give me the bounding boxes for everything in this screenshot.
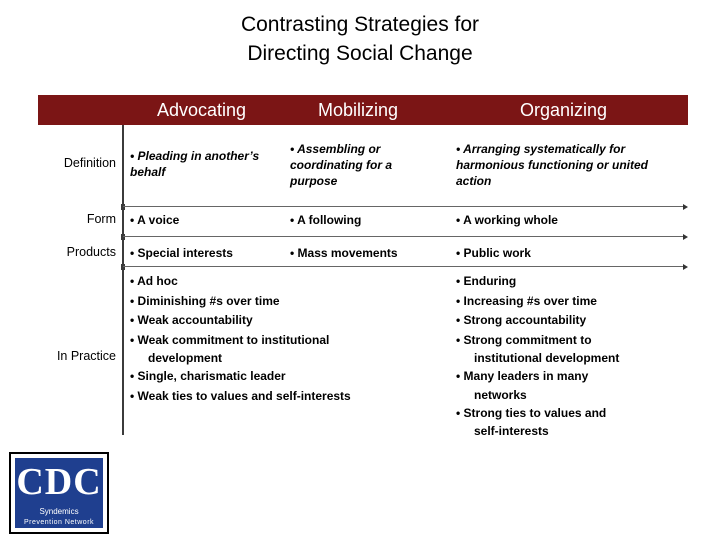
list-item-text: • Diminishing #s over time	[130, 293, 280, 308]
cell-form-organizing: • A working whole	[456, 213, 558, 227]
arrow-right-icon	[683, 234, 688, 240]
list-item-text: • Single, charismatic leader	[130, 369, 286, 383]
cdc-logo-prevention-network: Prevention Network	[23, 519, 95, 526]
in-practice-advocating-mobilizing-list	[130, 272, 430, 406]
row-label-in-practice: In Practice	[56, 349, 116, 363]
list-item-continuation: self-interests	[474, 424, 549, 438]
list-item	[130, 272, 430, 292]
list-item-text: • Strong accountability	[456, 313, 587, 327]
cdc-logo-letters: CDC	[16, 461, 102, 503]
divider-tick	[121, 234, 125, 240]
list-item-text: • Strong commitment to	[456, 332, 592, 347]
slide-title	[0, 10, 720, 68]
divider-tick	[121, 264, 125, 270]
list-item	[130, 367, 430, 387]
list-item	[456, 292, 686, 312]
list-item-text: • Ad hoc	[130, 274, 178, 288]
cell-form-mobilizing: • A following	[290, 213, 362, 227]
cell-definition-organizing: • Arranging systematically for harmonious functioning or united action	[456, 142, 648, 188]
list-item	[456, 331, 686, 368]
cell-definition-advocating: • Pleading in another’s behalf	[130, 149, 260, 179]
in-practice-organizing-list	[456, 272, 686, 440]
cdc-logo-syndemics: Syndemics	[39, 507, 79, 516]
list-item-text: • Enduring	[456, 274, 517, 288]
arrow-right-icon	[683, 264, 688, 270]
cell-products-organizing: • Public work	[456, 246, 531, 260]
list-item-continuation: institutional development	[474, 351, 620, 365]
row-divider-vertical	[122, 125, 124, 435]
list-item	[456, 311, 686, 331]
row-divider-line	[123, 236, 684, 237]
row-divider-line	[123, 206, 684, 207]
list-item-text: • Weak commitment to institutional	[130, 332, 330, 347]
list-item	[130, 292, 430, 312]
column-header-advocating: Advocating	[157, 100, 247, 120]
list-item	[130, 311, 430, 331]
row-label-definition: Definition	[63, 156, 116, 170]
slide-title-line-2: Directing Social Change	[247, 42, 473, 65]
cell-definition-mobilizing: • Assembling or coordinating for a purpose	[290, 142, 392, 188]
row-divider-line	[123, 266, 684, 267]
list-item-continuation: development	[148, 351, 223, 365]
list-item-text: • Weak ties to values and self-interests	[130, 388, 351, 403]
list-item-text: • Strong ties to values and	[456, 405, 607, 420]
list-item-continuation: networks	[474, 387, 527, 402]
cell-products-advocating: • Special interests	[130, 246, 233, 260]
list-item	[456, 404, 686, 441]
list-item	[130, 387, 430, 407]
column-header-mobilizing: Mobilizing	[318, 100, 399, 120]
slide-title-line-1: Contrasting Strategies for	[240, 13, 480, 36]
cdc-logo	[9, 452, 109, 534]
divider-tick	[121, 204, 125, 210]
list-item-text: • Weak accountability	[130, 313, 253, 327]
list-item	[130, 331, 430, 368]
list-item	[456, 272, 686, 292]
row-label-products: Products	[66, 245, 116, 259]
arrow-right-icon	[683, 204, 688, 210]
row-label-form: Form	[86, 212, 116, 226]
column-header-organizing: Organizing	[520, 100, 608, 120]
list-item	[456, 367, 686, 404]
list-item-text: • Many leaders in many	[456, 369, 589, 383]
list-item-text: • Increasing #s over time	[456, 293, 597, 308]
cell-form-advocating: • A voice	[130, 213, 180, 227]
cell-products-mobilizing: • Mass movements	[290, 246, 398, 260]
